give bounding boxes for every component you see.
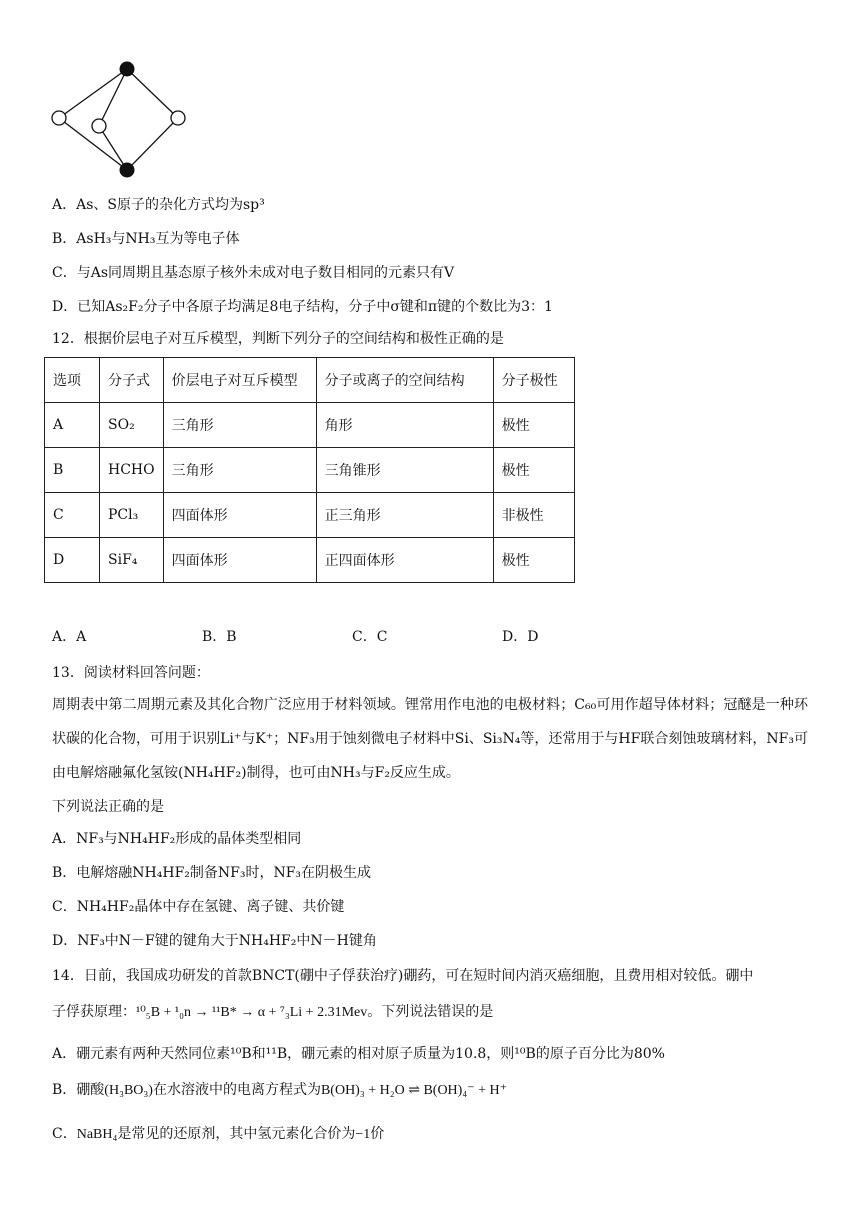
hydrogen-valence: −1	[355, 1127, 371, 1142]
q12-option-c: C．C	[352, 629, 388, 645]
table-cell: 极性	[493, 448, 574, 493]
black-atom-top	[120, 62, 134, 76]
q14-line2-prefix: 子俘获原理：	[52, 1004, 136, 1020]
ionization-equation: B(OH)₃ + H₂O ⇌ B(OH)₄⁻ + H⁺	[320, 1083, 507, 1098]
q14-option-b-middle: 在水溶液中的电离方程式为	[152, 1082, 321, 1098]
q12-options	[52, 626, 652, 646]
table-cell: A	[45, 403, 100, 448]
header-cell: 分子极性	[493, 358, 574, 403]
table-cell: SiF₄	[100, 538, 164, 583]
table-cell: 极性	[493, 403, 574, 448]
table-cell: D	[45, 538, 100, 583]
q14-line2	[52, 1002, 493, 1023]
vsepr-table	[44, 357, 575, 583]
table-cell: 正三角形	[316, 493, 493, 538]
table-cell: 正四面体形	[316, 538, 493, 583]
q12-option-a: A．A	[52, 629, 87, 645]
table-cell: HCHO	[100, 448, 164, 493]
header-cell: 分子或离子的空间结构	[316, 358, 493, 403]
table-cell: 极性	[493, 538, 574, 583]
table-cell: PCl₃	[100, 493, 164, 538]
q14-option-c-suffix: 价	[370, 1126, 385, 1142]
table-cell: C	[45, 493, 100, 538]
neutron-capture-reaction: ¹⁰₅B + ¹₀n → ¹¹B* → α + ⁷₃Li + 2.31Mev	[136, 1005, 368, 1020]
molecule-structure-diagram	[44, 58, 194, 182]
white-atom-middle	[92, 119, 106, 133]
q13-option-b: B．电解熔融NH₄HF₂制备NF₃时，NF₃在阴极生成	[52, 865, 372, 881]
q11-option-b: B．AsH₃与NH₃互为等电子体	[52, 231, 240, 247]
boric-acid-formula: (H₃BO₃)	[104, 1083, 153, 1098]
q13-option-a: A．NF₃与NH₄HF₂形成的晶体类型相同	[52, 831, 302, 847]
q12-option-d: D．D	[502, 629, 539, 645]
table-cell: 四面体形	[163, 493, 316, 538]
header-cell: 选项	[45, 358, 100, 403]
q13-option-c: C．NH₄HF₂晶体中存在氢键、离子键、共价键	[52, 899, 345, 915]
table-row	[45, 403, 575, 448]
table-row	[45, 493, 575, 538]
q14-option-c-middle: 是常见的还原剂，其中氢元素化合价为	[117, 1126, 356, 1142]
white-atom-left	[52, 111, 66, 125]
table-header-row	[45, 358, 575, 403]
table-cell: 四面体形	[163, 538, 316, 583]
table-cell: 三角形	[163, 403, 316, 448]
table-cell: 非极性	[493, 493, 574, 538]
q14-line2-suffix: 。下列说法错误的是	[367, 1004, 494, 1020]
white-atom-right	[171, 111, 185, 125]
table-row	[45, 448, 575, 493]
q14-option-a: A．硼元素有两种天然同位素¹⁰B和¹¹B，硼元素的相对原子质量为10.8，则¹⁰B的原子百分比为80%	[52, 1046, 665, 1062]
nabh4-formula: NaBH₄	[76, 1127, 118, 1142]
table-cell: SO₂	[100, 403, 164, 448]
q13-stem: 13．阅读材料回答问题：	[52, 665, 210, 681]
q11-option-d: D．已知As₂F₂分子中各原子均满足8电子结构，分子中σ键和π键的个数比为3：1	[52, 299, 553, 315]
q13-ask: 下列说法正确的是	[52, 799, 164, 815]
q12-stem: 12．根据价层电子对互斥模型，判断下列分子的空间结构和极性正确的是	[52, 331, 504, 347]
q11-option-c: C．与As同周期且基态原子核外未成对电子数目相同的元素只有V	[52, 265, 455, 281]
black-atom-bottom	[120, 163, 134, 177]
q14-option-c-prefix: C．	[52, 1126, 77, 1142]
q12-option-b: B．B	[202, 629, 237, 645]
q14-line1: 14．日前，我国成功研发的首款BNCT(硼中子俘获治疗)硼药，可在短时间内消灭癌细胞，且费用相对较低。硼中	[52, 968, 754, 984]
table-cell: 三角锥形	[316, 448, 493, 493]
table-cell: 角形	[316, 403, 493, 448]
q13-material: 周期表中第二周期元素及其化合物广泛应用于材料领域。锂常用作电池的电极材料；C₆₀可用作超导体材料；冠醚是一种环状碳的化合物，可用于识别Li⁺与K⁺；NF₃用于蚀刻微电子材料中Si、Si₃N₄等，还常用于与HF联合刻蚀玻璃材料，NF₃可由电解熔融氟化氢铵(NH₄HF₂)制得，也可由NH₃与F₂反应生成。	[52, 697, 808, 781]
table-row	[45, 538, 575, 583]
header-cell: 分子式	[100, 358, 164, 403]
q14-option-b-prefix: B．硼酸	[52, 1082, 105, 1098]
q14-option-c	[52, 1124, 384, 1145]
table-cell: 三角形	[163, 448, 316, 493]
q11-option-a: A．As、S原子的杂化方式均为sp³	[52, 197, 265, 213]
q14-option-b	[52, 1080, 507, 1101]
q13-option-d: D．NF₃中N－F键的键角大于NH₄HF₂中N－H键角	[52, 933, 377, 949]
header-cell: 价层电子对互斥模型	[163, 358, 316, 403]
table-cell: B	[45, 448, 100, 493]
